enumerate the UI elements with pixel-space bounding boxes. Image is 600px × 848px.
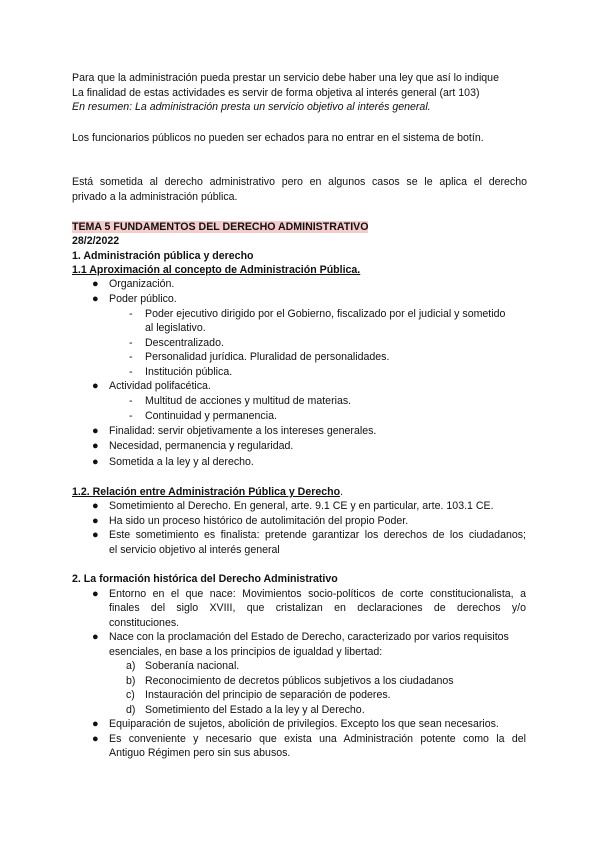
- bullet-icon: ●: [92, 500, 99, 512]
- list-item-continuation: el servicio objetivo al interés general: [109, 544, 280, 556]
- intro-paragraph-4: Los funcionarios públicos no pueden ser echados para no entrar en el sistema de botín.: [72, 132, 484, 144]
- list-item: Sometida a la ley y al derecho.: [109, 456, 254, 468]
- sub-list-item: Personalidad jurídica. Pluralidad de personalidades.: [145, 351, 390, 363]
- dash-icon: -: [129, 395, 133, 407]
- list-item: Es conveniente y necesario que exista una Administración potente como la del: [109, 733, 526, 745]
- enum-label: b): [126, 675, 136, 687]
- bullet-icon: ●: [92, 456, 99, 468]
- list-item: Entorno en el que nace: Movimientos socio-políticos de corte constitucionalista, a: [109, 588, 526, 600]
- enum-label: a): [126, 660, 136, 672]
- list-item-continuation: constituciones.: [109, 617, 180, 629]
- section-1-2-heading-tail: .: [340, 486, 344, 498]
- dash-icon: -: [129, 308, 133, 320]
- section-1-2-heading: [72, 485, 343, 499]
- list-item: Ha sido un proceso histórico de autolimitación del propio Poder.: [109, 515, 409, 527]
- section-2-heading: 2. La formación histórica del Derecho Administrativo: [72, 573, 338, 585]
- section-1-1-heading: 1.1 Aproximación al concepto de Administración Pública.: [72, 264, 361, 276]
- bullet-icon: ●: [92, 380, 99, 392]
- tema-date: 28/2/2022: [72, 235, 120, 247]
- dash-icon: -: [129, 337, 133, 349]
- bullet-icon: ●: [92, 718, 99, 730]
- section-1-heading: 1. Administración pública y derecho: [72, 250, 254, 262]
- sub-list-item: Continuidad y permanencia.: [145, 410, 277, 422]
- sub-list-item: Descentralizado.: [145, 337, 224, 349]
- list-item: Sometimiento al Derecho. En general, arte. 9.1 CE y en particular, arte. 103.1 CE.: [109, 500, 494, 512]
- list-item: Nace con la proclamación del Estado de Derecho, caracterizado por varios requisitos: [109, 631, 509, 643]
- enum-item: Soberanía nacional.: [145, 660, 240, 672]
- intro-summary: En resumen: La administración presta un servicio objetivo al interés general.: [72, 101, 431, 113]
- list-item: Necesidad, permanencia y regularidad.: [109, 440, 294, 452]
- list-item-continuation: finales del siglo XVIII, que cristalizan en declaraciones de derechos y/o: [109, 602, 526, 614]
- dash-icon: -: [129, 410, 133, 422]
- enum-label: c): [126, 689, 135, 701]
- enum-item: Sometimiento del Estado a la ley y al Derecho.: [145, 704, 365, 716]
- intro-paragraph-2: La finalidad de estas actividades es servir de forma objetiva al interés general (art 103): [72, 87, 480, 99]
- dash-icon: -: [129, 351, 133, 363]
- list-item: Organización.: [109, 278, 175, 290]
- enum-item: Reconocimiento de decretos públicos subjetivos a los ciudadanos: [145, 675, 454, 687]
- sub-list-item-continuation: al legislativo.: [145, 322, 206, 334]
- list-item: Poder público.: [109, 293, 177, 305]
- list-item: Equiparación de sujetos, abolición de privilegios. Excepto los que sean necesarios.: [109, 718, 499, 730]
- list-item: Finalidad: servir objetivamente a los intereses generales.: [109, 425, 377, 437]
- enum-item: Instauración del principio de separación de poderes.: [145, 689, 391, 701]
- tema-title: [72, 220, 368, 234]
- bullet-icon: ●: [92, 529, 99, 541]
- list-item: Este sometimiento es finalista: pretende garantizar los derechos de los ciudadanos;: [109, 529, 526, 541]
- bullet-icon: ●: [92, 733, 99, 745]
- sub-list-item: Institución pública.: [145, 366, 233, 378]
- intro-paragraph-5b: privado a la administración pública.: [72, 191, 238, 203]
- list-item: Actividad polifacética.: [109, 380, 211, 392]
- section-1-2-heading-text: 1.2. Relación entre Administración Pública y Derecho: [72, 486, 341, 498]
- sub-list-item: Multitud de acciones y multitud de materias.: [145, 395, 352, 407]
- list-item-continuation: esenciales, en base a los principios de igualdad y libertad:: [109, 646, 383, 658]
- intro-paragraph-1: Para que la administración pueda prestar un servicio debe haber una ley que así lo indique: [72, 72, 499, 84]
- tema-title-highlight: TEMA 5 FUNDAMENTOS DEL DERECHO ADMINISTRATIVO: [72, 221, 369, 233]
- enum-label: d): [126, 704, 136, 716]
- bullet-icon: ●: [92, 278, 99, 290]
- dash-icon: -: [129, 366, 133, 378]
- bullet-icon: ●: [92, 631, 99, 643]
- bullet-icon: ●: [92, 515, 99, 527]
- bullet-icon: ●: [92, 293, 99, 305]
- bullet-icon: ●: [92, 440, 99, 452]
- sub-list-item: Poder ejecutivo dirigido por el Gobierno, fiscalizado por el judicial y sometido: [145, 308, 506, 320]
- bullet-icon: ●: [92, 425, 99, 437]
- bullet-icon: ●: [92, 588, 99, 600]
- list-item-continuation: Antiguo Régimen pero sin sus abusos.: [109, 747, 291, 759]
- intro-paragraph-5a: Está sometida al derecho administrativo pero en algunos casos se le aplica el derecho: [72, 176, 527, 188]
